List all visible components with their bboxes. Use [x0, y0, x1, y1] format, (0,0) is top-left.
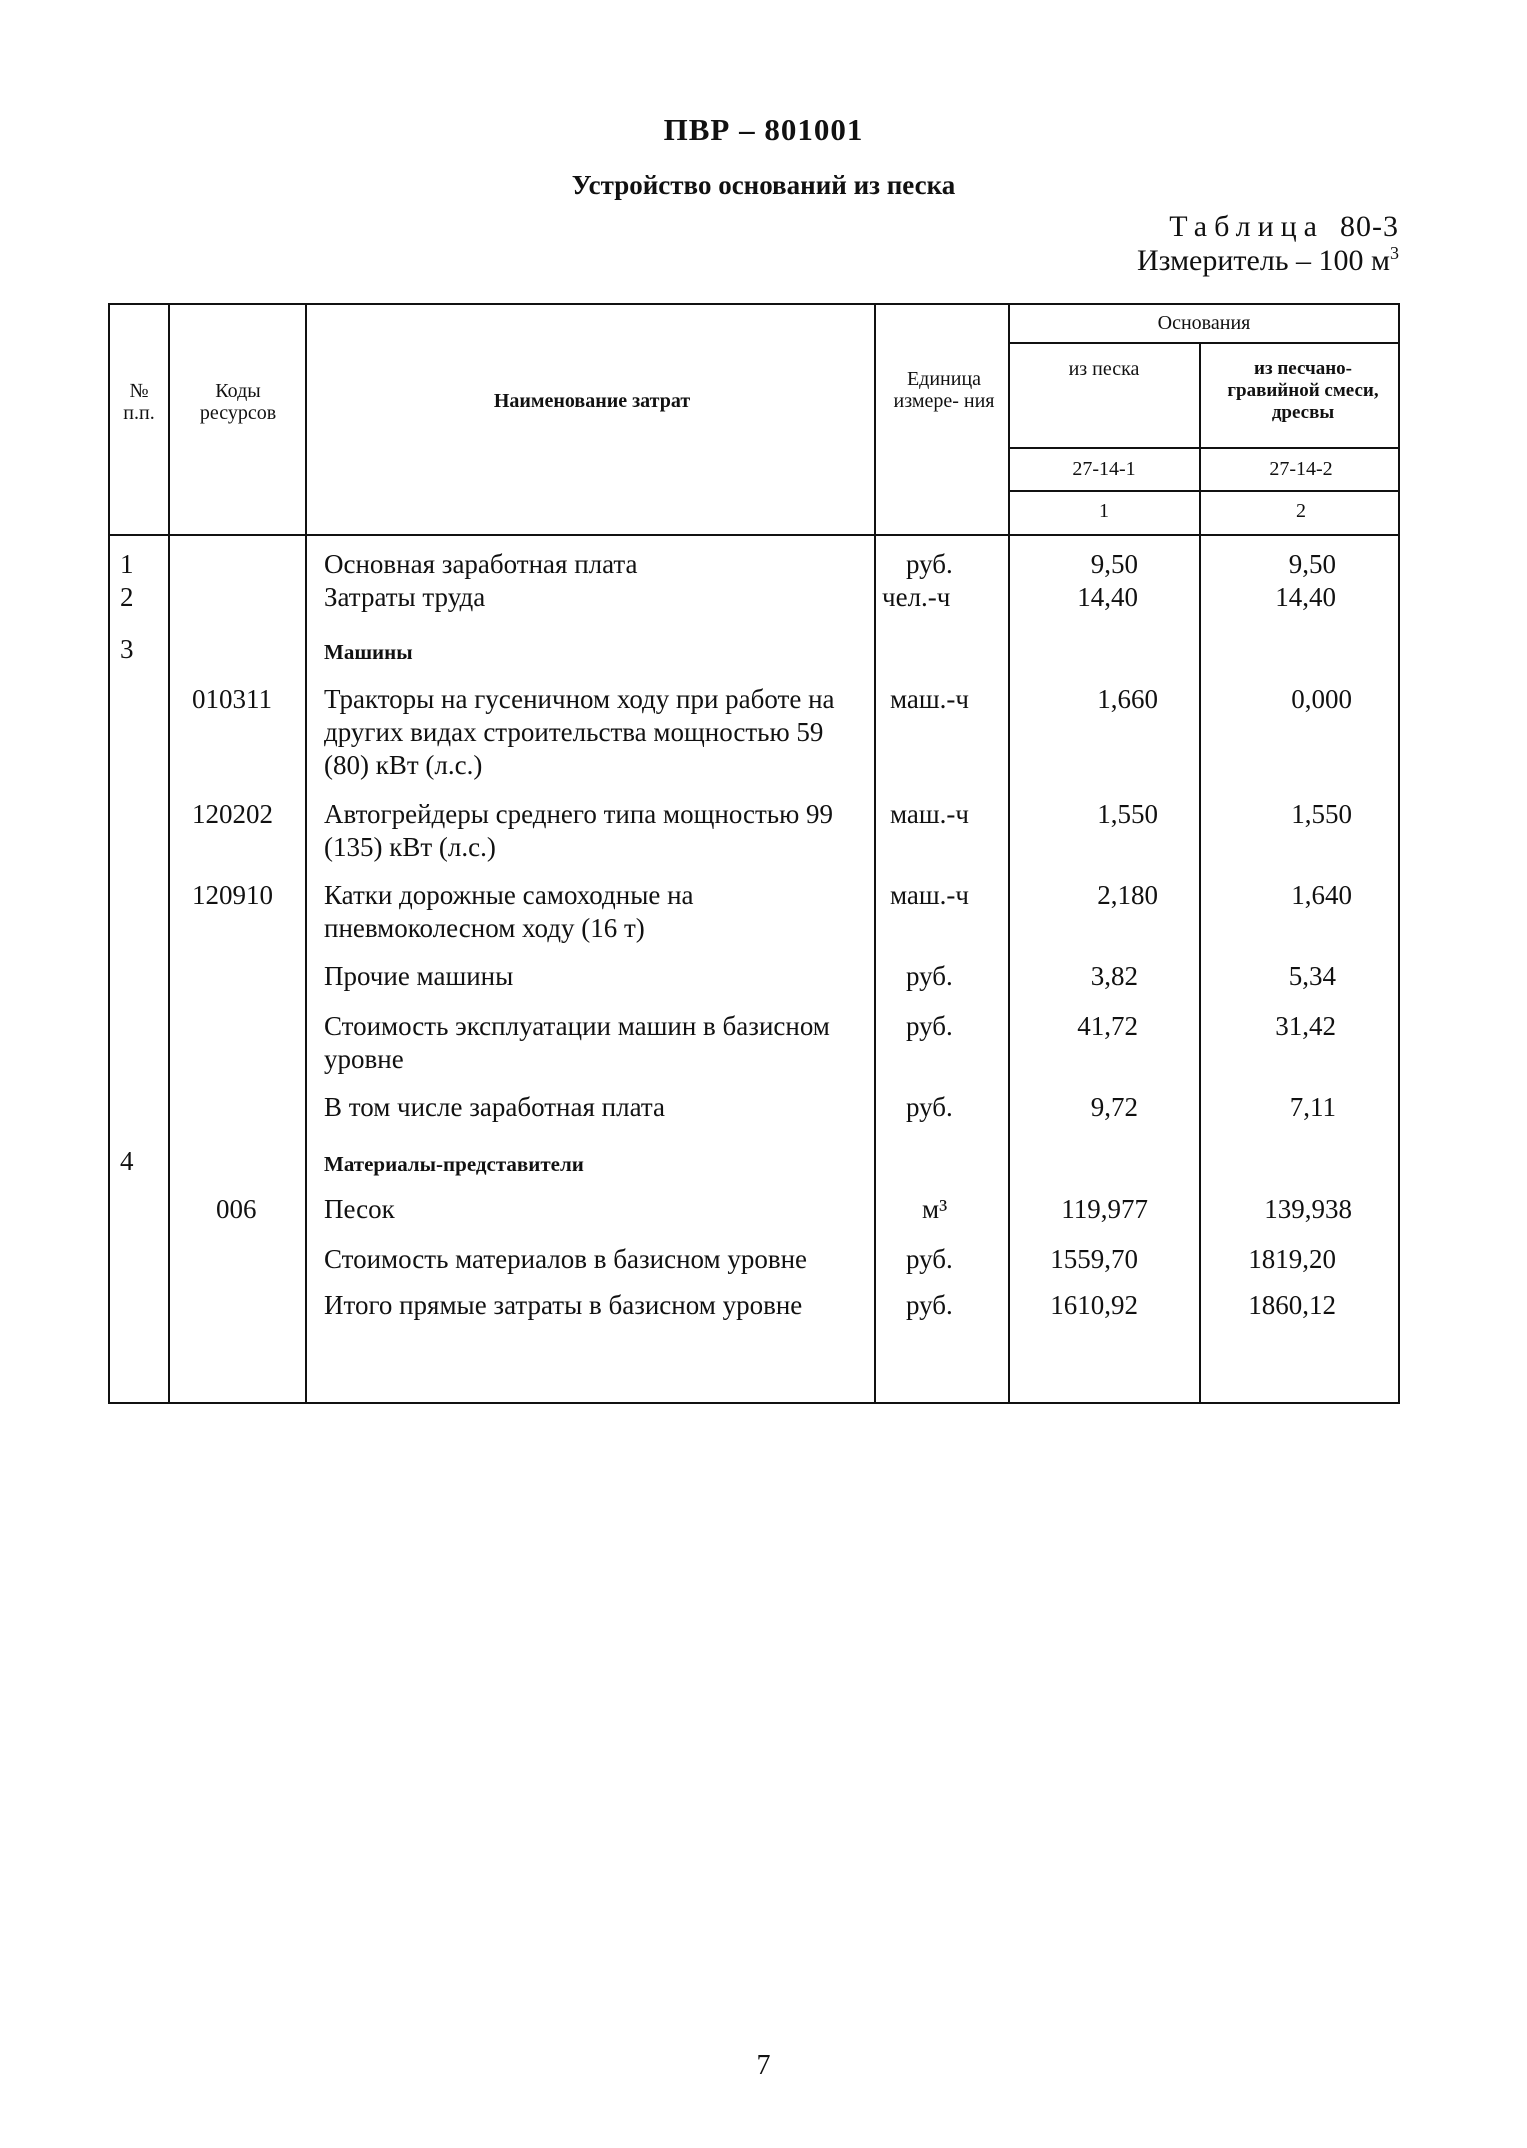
- row-value-2: 14,40: [1275, 582, 1336, 612]
- row-name: Итого прямые затраты в базисном уровне: [324, 1290, 803, 1320]
- header-codes: Коды ресурсов: [199, 380, 277, 424]
- table-right-border: [1398, 303, 1400, 1404]
- page-number: 7: [756, 2050, 771, 2081]
- row-no: 3: [120, 634, 134, 664]
- row-no: 2: [120, 582, 134, 612]
- row-name: Затраты труда: [324, 582, 486, 612]
- row-name: Стоимость материалов в базисном уровне: [324, 1244, 808, 1274]
- header-name: Наименование затрат: [493, 390, 691, 412]
- col-name-divider: [874, 303, 876, 1404]
- header-code2: 27-14-2: [1269, 458, 1333, 480]
- row-value-2: 5,34: [1288, 961, 1336, 991]
- row-value-1: 41,72: [1077, 1011, 1138, 1041]
- table-word: Таблица: [1169, 210, 1324, 243]
- col-unit-divider: [1008, 303, 1010, 1404]
- col-codes-divider: [305, 303, 307, 1404]
- header-sub1: из песка: [1068, 358, 1140, 380]
- row-value-1: 3,82: [1090, 961, 1138, 991]
- row-value-2: 0,000: [1291, 684, 1352, 714]
- row-value-2: 1819,20: [1248, 1244, 1336, 1274]
- row-unit: руб.: [906, 1092, 953, 1122]
- row-name: Прочие машины: [324, 961, 514, 991]
- row-code: 006: [216, 1194, 257, 1224]
- row-value-1: 119,977: [1061, 1194, 1148, 1224]
- header-idx1: 1: [1099, 500, 1109, 522]
- row-unit: маш.-ч: [890, 880, 969, 910]
- row-value-1: 1559,70: [1050, 1244, 1138, 1274]
- subheader-line: [1008, 447, 1400, 449]
- row-name: Катки дорожные самоходные на пневмоколесном ходу (16 т): [324, 880, 694, 943]
- row-value-1: 1610,92: [1050, 1290, 1138, 1320]
- row-code: 010311: [192, 684, 272, 714]
- row-unit: руб.: [906, 549, 953, 579]
- section-title: Машины: [324, 640, 413, 664]
- row-unit: руб.: [906, 1244, 953, 1274]
- table-bottom-line: [108, 1402, 1400, 1404]
- table-label: [1169, 210, 1399, 244]
- row-name: Основная заработная плата: [324, 549, 638, 579]
- table-top-line: [108, 303, 1400, 305]
- row-name: В том числе заработная плата: [324, 1092, 665, 1122]
- row-no: 4: [120, 1146, 134, 1176]
- row-value-2: 9,50: [1288, 549, 1336, 579]
- row-name: Тракторы на гусеничном ходу при работе на других видах строительства мощностью 59 (80) кВт (л.с.): [324, 684, 835, 780]
- col-value1-divider: [1199, 342, 1201, 1404]
- row-code: 120202: [192, 799, 273, 829]
- doc-code: ПВР – 801001: [663, 112, 864, 147]
- row-value-2: 31,42: [1275, 1011, 1336, 1041]
- row-unit: м³: [922, 1194, 948, 1224]
- row-value-1: 14,40: [1077, 582, 1138, 612]
- row-value-2: 7,11: [1289, 1092, 1336, 1122]
- row-code: 120910: [192, 880, 273, 910]
- row-name: Стоимость эксплуатации машин в базисном уровне: [324, 1011, 830, 1074]
- row-name: Автогрейдеры среднего типа мощностью 99 (135) кВт (л.с.): [324, 799, 834, 862]
- header-code1: 27-14-1: [1072, 458, 1136, 480]
- row-value-1: 9,72: [1090, 1092, 1138, 1122]
- row-value-1: 1,660: [1097, 684, 1158, 714]
- row-unit: руб.: [906, 1011, 953, 1041]
- row-value-2: 1860,12: [1248, 1290, 1336, 1320]
- header-sub2: из песчано- гравийной смеси, дресвы: [1227, 358, 1379, 423]
- col-no-divider: [168, 303, 170, 1404]
- row-value-1: 9,50: [1090, 549, 1138, 579]
- section-title: Материалы-представители: [324, 1152, 584, 1176]
- measure-text: Измеритель – 100 м: [1136, 244, 1390, 277]
- code-line: [1008, 490, 1400, 492]
- row-unit: маш.-ч: [890, 684, 969, 714]
- header-no: № п.п.: [123, 380, 155, 424]
- header-idx2: 2: [1296, 500, 1306, 522]
- header-group: Основания: [1157, 312, 1251, 334]
- measure-label: [1137, 244, 1399, 278]
- row-value-2: 139,938: [1264, 1194, 1352, 1224]
- row-unit: маш.-ч: [890, 799, 969, 829]
- row-value-1: 1,550: [1097, 799, 1158, 829]
- doc-title: Устройство оснований из песка: [571, 170, 956, 200]
- group-line: [1008, 342, 1400, 344]
- table-number: 80-3: [1340, 210, 1399, 243]
- row-value-1: 2,180: [1097, 880, 1158, 910]
- header-bottom-line: [108, 534, 1400, 536]
- row-no: 1: [120, 549, 134, 579]
- header-unit: Единица измере- ния: [893, 368, 995, 412]
- row-name: Песок: [324, 1194, 395, 1224]
- row-unit: чел.-ч: [882, 582, 951, 612]
- table-left-border: [108, 303, 110, 1404]
- measure-sup: 3: [1390, 243, 1399, 263]
- row-unit: руб.: [906, 1290, 953, 1320]
- row-value-2: 1,550: [1291, 799, 1352, 829]
- row-unit: руб.: [906, 961, 953, 991]
- row-value-2: 1,640: [1291, 880, 1352, 910]
